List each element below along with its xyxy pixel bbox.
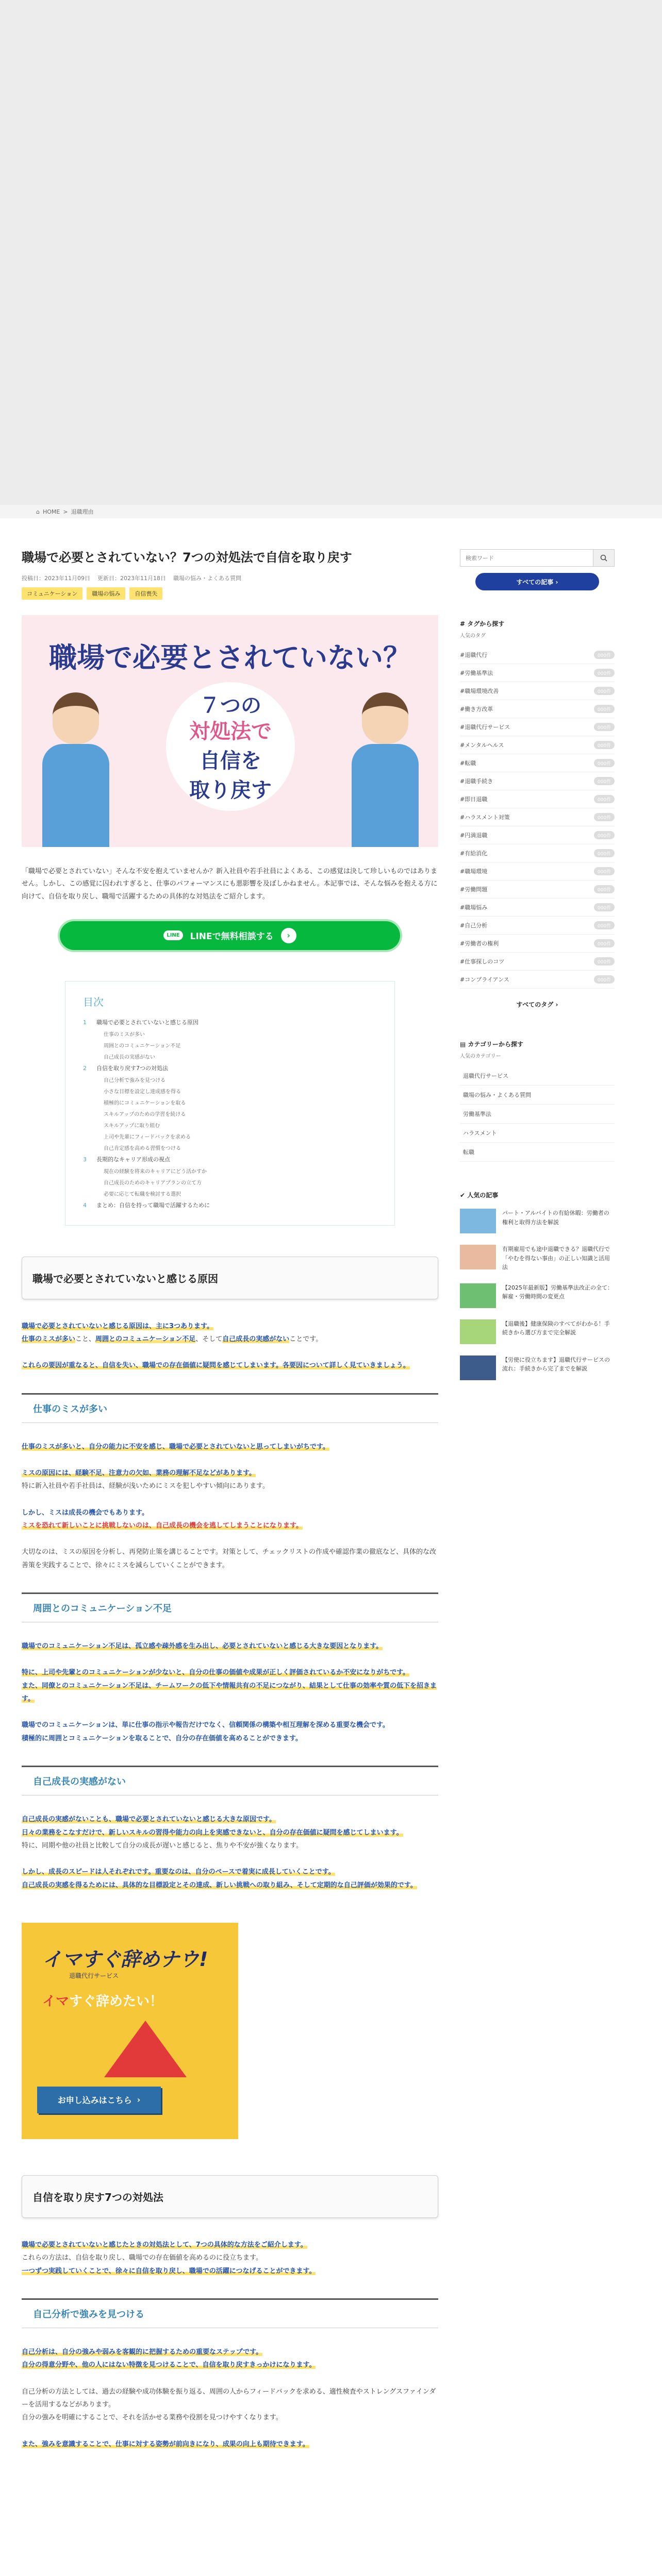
tag-label: #労働者の権利 [460,940,499,947]
tag-count-badge: 000件 [594,849,615,857]
search-input[interactable] [460,549,593,567]
subheading-mistakes: 仕事のミスが多い [22,1393,438,1423]
paragraph: 仕事のミスが多いと、自分の能力に不安を感じ、職場で必要とされていないと思ってしまいがちです。 [22,1443,329,1451]
tag-count-badge: 000件 [594,831,615,839]
eyecatch-line4: 取り戻す [189,778,272,803]
tag-count-badge: 000件 [594,867,615,875]
sidebar-tag-item[interactable] [460,953,615,971]
toc-subitem[interactable]: スキルアップに取り組む [104,1123,160,1129]
popular-article-title: 有期雇用でも途中退職できる？退職代行で「やむを得ない事由」の正しい知識と活用法 [502,1246,610,1271]
eyecatch-line1: ７つの [200,694,261,718]
toc-subitem[interactable]: 周囲とのコミュニケーション不足 [104,1043,181,1049]
category-section-title: ▤ カテゴリーから探す [460,1041,524,1048]
paragraph: また、強みを意識することで、仕事に対する姿勢が前向きになり、成果の向上も期待できます。 [22,2440,309,2448]
category-list [460,1066,615,1162]
tag-label: #仕事探しのコツ [460,958,505,965]
tag-count-badge: 000件 [594,921,615,929]
eyecatch-line3: 自信を [200,749,261,773]
paragraph: 自己分析は、自分の強みや弱みを客観的に把握するための重要なステップです。 自分の得意分野や、他の人にはない特徴を見つけることで、自信を取り戻すきっかけになります。 [22,2348,316,2369]
apply-button[interactable] [37,2087,161,2113]
person-illustration-left [42,692,109,847]
toc-subitem[interactable]: 自己成長のためのキャリアプランの立て方 [104,1180,202,1186]
toc-subitem[interactable]: スキルアップのための学習を続ける [104,1111,186,1117]
sidebar [460,549,615,1392]
breadcrumb-home[interactable]: HOME [42,508,60,515]
toc-subitem[interactable]: 自己分析で強みを見つける [104,1077,166,1083]
tag-count-badge: 000件 [594,705,615,713]
article-thumbnail [460,1283,496,1308]
toc-subitem[interactable]: 積極的にコミュニケーションを取る [104,1100,186,1106]
toc-item[interactable]: 2 自信を取り戻す7つの対処法 [83,1064,168,1072]
popular-list [460,1209,615,1380]
search-icon[interactable] [593,549,615,567]
tag-label: #退職手続き [460,778,493,785]
lead-paragraph: 「職場で必要とされていない」そんな不安を抱えていませんか？新入社員や若手社員によくある、この感覚は決して珍しいものではありません。しかし、この感覚に囚われすぎると、仕事のパフォーマンスにも悪影響を及ぼしかねません。本記事では、そんな悩みを抱える方に向けて、自信を取り戻し、職場で活躍するための具体的な対処法をご紹介します。 [22,867,438,901]
paragraph: 特に、上司や先輩とのコミュニケーションが少ないと、自分の仕事の価値や成果が正しく評価されているか不安になりがちです。 また、同僚とのコミュニケーション不足は、チームワークの低下や情報共有の不足につながり、結果として仕事の効率や質の低下を招きます。 [22,1669,437,1703]
paragraph: 大切なのは、ミスの原因を分析し、再発防止策を講じることです。対策として、チェックリストの作成や確認作業の徹底など、具体的な改善策を実践することで、徐々にミスを減らしていくことができます。 [22,1548,437,1569]
banner-headline: イマすぐ辞めたい！ [42,1993,163,2009]
tag-label: #転職 [460,760,476,767]
article-thumbnail [460,1209,496,1233]
tag-label: #有給消化 [460,850,488,857]
sidebar-tag-item[interactable] [460,682,615,700]
toc-subitem[interactable]: 仕事のミスが多い [104,1031,145,1038]
toc-subitem[interactable]: 小さな目標を設定し達成感を得る [104,1089,181,1095]
tag-count-badge: 000件 [594,903,615,911]
toc-subitem[interactable]: 必要に応じて転職を検討する選択 [104,1191,181,1197]
tag-label: #労働問題 [460,886,488,893]
sidebar-tag-item[interactable] [460,971,615,989]
tag-count-badge: 000件 [594,975,615,984]
toc-subitem[interactable]: 上司や先輩にフィードバックを求める [104,1134,191,1140]
tag-label: #退職代行 [460,652,488,658]
search-box [460,549,615,567]
paragraph: 自己分析の方法としては、過去の経験や成功体験を振り返る、周囲の人からフィードバックを求める、適性検査やストレングスファインダーを活用するなどがあります。 自分の強みを明確にすることで、それを活かせる業務や役割を見つけやすくなります。 [22,2387,436,2422]
paragraph: 職場で必要とされていないと感じたときの対処法として、7つの具体的な方法をご紹介します。 これらの方法は、自信を取り戻し、職場での存在価値を高めるのに役立ちます。 一つずつ実践していくことで、徐々に自信を取り戻し、職場での活躍につなげることができます。 [22,2241,316,2275]
paragraph: 自己成長の実感がないことも、職場で必要とされていないと感じる大きな原因です。 日々の業務をこなすだけで、新しいスキルの習得や能力の向上を実感できないと、自分の存在価値に疑問を感じてしまいます。 特に、同期や他の社員と比較して自分の成長が遅いと感じると、焦りや不安が強くなります。 [22,1816,403,1850]
popular-article-item[interactable] [460,1245,615,1272]
header-hero-area [0,0,662,505]
sidebar-tag-item[interactable] [460,935,615,953]
article-meta [22,574,438,582]
article-tag[interactable]: コミュニケーション [22,587,82,600]
eyecatch-image [22,615,438,847]
tag-label: #コンプライアンス [460,976,509,983]
paragraph: これらの要因が重なると、自信を失い、職場での存在価値に疑問を感じてしまいます。各要因について詳しく見ていきましょう。 [22,1362,410,1370]
tag-list [460,646,615,989]
sidebar-tag-item[interactable] [460,772,615,790]
line-button-label: LINEで無料相談する [190,931,274,942]
tag-count-badge: 000件 [594,795,615,803]
tag-label: #働き方改革 [460,706,493,713]
sidebar-tag-item[interactable] [460,844,615,862]
popular-article-item[interactable] [460,1355,615,1380]
article [22,549,438,2464]
eyecatch-heading: 職場で必要とされていない？ [49,641,411,674]
section-heading-causes: 職場で必要とされていないと感じる原因 [22,1257,438,1299]
page-title: 職場で必要とされていない？7つの対処法で自信を取り戻す [22,550,352,565]
all-articles-button[interactable]: すべての記事 › [475,573,599,590]
all-tags-link[interactable]: すべてのタグ › [516,1001,558,1008]
chevron-right-icon: › [281,928,296,943]
article-thumbnail [460,1245,496,1269]
paragraph: しかし、ミスは成長の機会でもあります。 ミスを恐れて新しいことに挑戦しないのは、自己成長の機会を逃してしまうことになります。 [22,1509,303,1530]
toc-item[interactable]: 4 まとめ：自信を持って職場で活躍するために [83,1201,210,1209]
toc-subitem[interactable]: 現在の経験を将来のキャリアにどう活かすか [104,1168,207,1175]
tag-label: #即日退職 [460,796,488,803]
tag-count-badge: 000件 [594,813,615,821]
article-tag[interactable]: 自信喪失 [129,587,162,600]
subheading-self-analysis: 自己分析で強みを見つける [22,2298,438,2328]
paragraph: しかし、成長のスピードは人それぞれです。重要なのは、自分のペースで着実に成長していくことです。 自己成長の実感を得るためには、具体的な目標設定とその達成、新しい挑戦への取り組み、そして定期的な自己評価が効果的です。 [22,1868,417,1889]
sidebar-tag-item[interactable] [460,899,615,917]
toc-item[interactable]: 3 長期的なキャリア形成の視点 [83,1156,170,1163]
tag-count-badge: 000件 [594,759,615,767]
popular-article-item[interactable] [460,1209,615,1233]
popular-article-title: 【労使に役立ちます】退職代行サービスの流れ：手続きから完了までを解説 [502,1356,610,1372]
tag-count-badge: 000件 [594,885,615,893]
tag-count-badge: 000件 [594,723,615,731]
popular-article-title: 【2025年最新版】労働基準法改正の全て：解雇・労働時間の変更点 [502,1284,613,1300]
banner-subtitle: 退職代行サービス [69,1972,119,1979]
paragraph: ミスの原因には、経験不足、注意力の欠如、業務の理解不足などがあります。 特に新入社員や若手社員は、経験が浅いためにミスを犯しやすい傾向にあります。 [22,1469,269,1490]
category-section-subtitle: 人気のカテゴリー [460,1054,501,1059]
section-heading-methods: 自信を取り戻す7つの対処法 [22,2175,438,2218]
banner-logo: イマすぐ辞めナウ! [42,1947,208,1971]
subheading-communication: 周囲とのコミュニケーション不足 [22,1592,438,1622]
paragraph: 職場でのコミュニケーション不足は、孤立感や疎外感を生み出し、必要とされていないと感じる大きな要因となります。 [22,1642,383,1651]
eyecatch-circle [166,682,295,811]
paragraph: 職場で必要とされていないと感じる原因は、主に3つあります。 仕事のミスが多いこと、周囲とのコミュニケーション不足、そして自己成長の実感がないことです。 [22,1322,323,1343]
toc-title: 目次 [83,995,104,1008]
popular-article-item[interactable] [460,1319,615,1344]
article-category[interactable]: 職場の悩み・よくある質問 [173,574,241,582]
article-tag[interactable]: 職場の悩み [87,587,125,600]
apply-button-label: お申し込みはこちら [57,2095,132,2106]
updated-date: 更新日：2023年11月18日 [97,574,166,582]
paragraph: 職場でのコミュニケーションは、単に仕事の指示や報告だけでなく、信頼関係の構築や相互理解を深める重要な機会です。 積極的に周囲とコミュニケーションを取ることで、自分の存在価値を高めることができます。 [22,1721,389,1742]
sidebar-category-item[interactable]: 労働基準法 [460,1105,615,1124]
breadcrumb [0,505,662,518]
sidebar-tag-item[interactable] [460,664,615,682]
popular-article-item[interactable] [460,1283,615,1308]
sidebar-tag-item[interactable] [460,700,615,718]
toc-list [83,1018,377,1209]
sidebar-category-item[interactable]: ハラスメント [460,1124,615,1143]
sidebar-tag-item[interactable] [460,808,615,826]
sidebar-category-item[interactable]: 転職 [460,1143,615,1162]
tags-section-subtitle: 人気のタグ [460,633,486,639]
sidebar-category-item[interactable]: 退職代行サービス [460,1066,615,1086]
service-banner[interactable] [22,1923,238,2139]
line-icon: LINE [163,930,183,940]
banner-illustration [104,2021,187,2077]
tag-count-badge: 000件 [594,777,615,785]
toc-subitem[interactable]: 自己肯定感を高める習慣をつける [104,1145,181,1151]
tag-count-badge: 000件 [594,669,615,677]
popular-article-title: パート・アルバイトの有給休暇：労働者の権利と取得方法を解説 [502,1210,609,1226]
popular-section-title: ✔ 人気の記事 [460,1192,499,1199]
tag-count-badge: 000件 [594,939,615,947]
sidebar-category-item[interactable]: 職場の悩み・よくある質問 [460,1086,615,1105]
sidebar-tag-item[interactable] [460,826,615,844]
sidebar-tag-item[interactable] [460,646,615,664]
toc-subitem[interactable]: 自己成長の実感がない [104,1054,155,1060]
sidebar-tag-item[interactable] [460,754,615,772]
person-illustration-right [352,692,419,847]
eyecatch-line2: 対処法で [189,720,272,744]
article-thumbnail [460,1355,496,1380]
tag-label: #労働基準法 [460,670,493,676]
sidebar-tag-item[interactable] [460,718,615,736]
breadcrumb-current: 退職理由 [71,509,94,515]
sidebar-tag-item[interactable] [460,917,615,935]
sidebar-tag-item[interactable] [460,880,615,899]
sidebar-tag-item[interactable] [460,736,615,754]
tag-count-badge: 000件 [594,687,615,695]
sidebar-tag-item[interactable] [460,862,615,880]
breadcrumb-separator: > [63,508,68,515]
subheading-growth: 自己成長の実感がない [22,1766,438,1795]
tag-count-badge: 000件 [594,741,615,749]
home-icon[interactable]: ⌂ [36,508,40,515]
chevron-right-icon: › [137,2095,141,2105]
tag-label: #職場悩み [460,904,488,911]
tag-count-badge: 000件 [594,651,615,659]
line-consult-button[interactable] [60,921,400,950]
tag-label: #自己分析 [460,922,488,929]
toc-item[interactable]: 1 職場で必要とされていないと感じる原因 [83,1019,198,1026]
tag-label: #職場環境 [460,868,488,875]
tag-label: #職場環境改善 [460,688,499,694]
tag-count-badge: 000件 [594,957,615,965]
tags-section-title: # タグから探す [460,620,505,628]
article-tags [22,587,438,600]
article-thumbnail [460,1319,496,1344]
tag-label: #ハラスメント対策 [460,814,510,821]
table-of-contents [65,981,395,1226]
sidebar-tag-item[interactable] [460,790,615,808]
tag-label: #円満退職 [460,832,488,839]
published-date: 投稿日：2023年11月09日 [22,574,90,582]
tag-label: #退職代行サービス [460,724,510,731]
popular-article-title: 【退職後】健康保険のすべてがわかる！手続きから選び方まで完全解説 [502,1320,610,1336]
tag-label: #メンタルヘルス [460,742,504,749]
